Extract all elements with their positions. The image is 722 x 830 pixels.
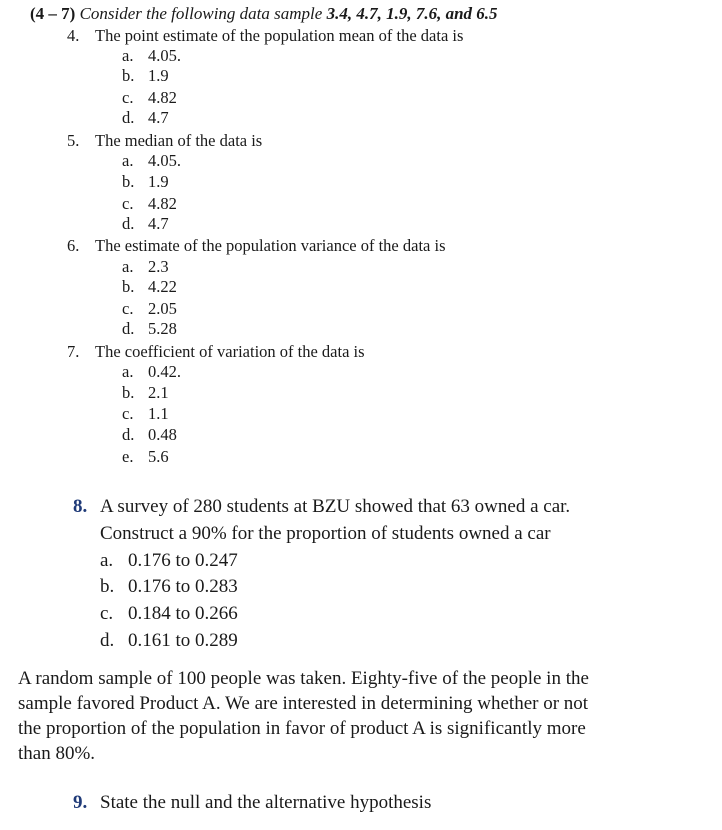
- option-value: 4.7: [148, 214, 169, 233]
- question-text: State the null and the alternative hypothesis: [100, 792, 432, 813]
- option-value: 5.6: [148, 447, 169, 466]
- option-e: [122, 447, 169, 467]
- option-letter: b.: [122, 66, 135, 85]
- option-letter: b.: [122, 172, 135, 191]
- option-b: [122, 383, 169, 403]
- question-text-line-2: Construct a 90% for the proportion of students owned a car: [100, 523, 551, 544]
- question-text-line-1: A survey of 280 students at BZU showed that 63 owned a car.: [100, 496, 571, 517]
- option-c: [100, 603, 238, 625]
- option-value: 4.82: [148, 88, 177, 107]
- option-d: [122, 319, 177, 339]
- option-letter: c.: [100, 603, 114, 624]
- question-text: The median of the data is: [95, 131, 263, 150]
- option-value: 0.176 to 0.283: [128, 576, 238, 597]
- option-b: [122, 172, 169, 192]
- problem-paragraph: [18, 666, 708, 766]
- option-value: 0.48: [148, 425, 177, 444]
- option-value: 0.184 to 0.266: [128, 603, 238, 624]
- question-number: 6.: [67, 236, 80, 255]
- option-value: 1.9: [148, 172, 169, 191]
- option-value: 1.1: [148, 404, 169, 423]
- option-letter: b.: [122, 277, 135, 296]
- option-value: 0.42.: [148, 362, 181, 381]
- option-value: 0.176 to 0.247: [128, 550, 238, 571]
- option-letter: d.: [122, 214, 135, 233]
- header-data: 3.4, 4.7, 1.9, 7.6, and 6.5: [326, 4, 498, 23]
- paragraph-line: the proportion of the population in favor of product A is significantly more: [18, 718, 586, 739]
- option-value: 5.28: [148, 319, 177, 338]
- header-text: Consider the following data sample: [75, 4, 327, 23]
- option-c: [122, 404, 169, 424]
- option-d: [122, 214, 169, 234]
- option-letter: c.: [122, 404, 134, 423]
- option-letter: c.: [122, 299, 134, 318]
- header-range: (4 – 7): [30, 4, 76, 23]
- option-a: [100, 550, 238, 572]
- question-text: The point estimate of the population mean of the data is: [95, 26, 464, 45]
- question-number: 8.: [73, 496, 88, 517]
- question-number: 5.: [67, 131, 80, 150]
- option-letter: d.: [122, 108, 135, 127]
- option-value: 4.7: [148, 108, 169, 127]
- paragraph-line: than 80%.: [18, 743, 96, 764]
- option-letter: a.: [100, 550, 114, 571]
- option-a: [122, 46, 181, 66]
- option-a: [122, 257, 169, 277]
- option-letter: b.: [122, 383, 135, 402]
- option-letter: a.: [122, 362, 134, 381]
- option-value: 4.22: [148, 277, 177, 296]
- paragraph-line: sample favored Product A. We are interested in determining whether or not: [18, 693, 589, 714]
- option-letter: d.: [122, 319, 135, 338]
- option-letter: a.: [122, 257, 134, 276]
- question-number: 4.: [67, 26, 80, 45]
- option-letter: a.: [122, 151, 134, 170]
- option-d: [100, 630, 238, 652]
- paragraph-line: A random sample of 100 people was taken. Eighty-five of the people in the: [18, 668, 589, 689]
- option-c: [122, 88, 177, 108]
- option-letter: e.: [122, 447, 134, 466]
- option-letter: c.: [122, 194, 134, 213]
- option-value: 1.9: [148, 66, 169, 85]
- option-value: 2.05: [148, 299, 177, 318]
- option-d: [122, 425, 177, 445]
- option-value: 4.05.: [148, 46, 181, 65]
- question-text: The coefficient of variation of the data is: [95, 342, 365, 361]
- option-letter: d.: [122, 425, 135, 444]
- option-b: [122, 277, 177, 297]
- option-value: 2.1: [148, 383, 169, 402]
- option-c: [122, 299, 177, 319]
- question-text: The estimate of the population variance of the data is: [95, 236, 446, 255]
- option-c: [122, 194, 177, 214]
- option-a: [122, 151, 181, 171]
- option-b: [100, 576, 238, 598]
- option-b: [122, 66, 169, 86]
- option-letter: d.: [100, 630, 115, 651]
- option-value: 4.05.: [148, 151, 181, 170]
- option-letter: b.: [100, 576, 115, 597]
- question-number: 9.: [73, 792, 88, 813]
- option-value: 4.82: [148, 194, 177, 213]
- option-letter: a.: [122, 46, 134, 65]
- option-letter: c.: [122, 88, 134, 107]
- option-value: 0.161 to 0.289: [128, 630, 238, 651]
- question-number: 7.: [67, 342, 80, 361]
- option-a: [122, 362, 181, 382]
- section-header: [30, 4, 498, 24]
- option-d: [122, 108, 169, 128]
- option-value: 2.3: [148, 257, 169, 276]
